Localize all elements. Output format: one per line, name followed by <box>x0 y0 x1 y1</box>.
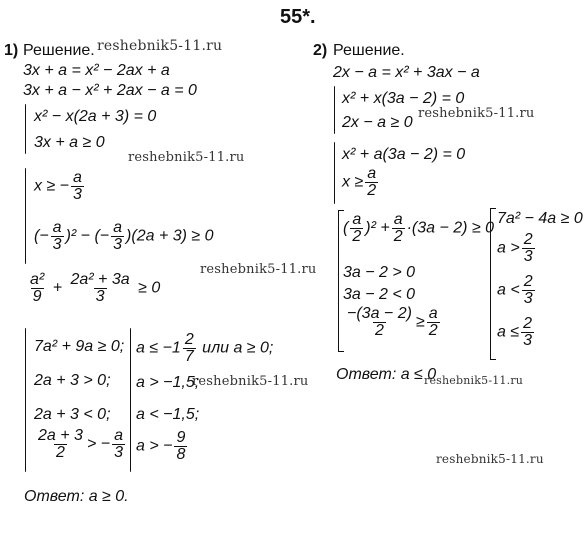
part1-heading: Решение. <box>23 42 95 59</box>
part2-sys1-eq: x² + x(3a − 2) = 0 <box>342 90 465 107</box>
denominator: 8 <box>176 446 186 463</box>
part1-s4-row2: a > −1,5; <box>136 374 200 391</box>
part2-big-row1: ( $\frac{a}{2}$ )² + $\frac{a}{2}$ ·(3a − 2) ≥ 0 <box>343 211 495 245</box>
part2-answer: Ответ: a ≤ 0 <box>336 366 437 383</box>
text: ≥ 0 <box>138 279 161 297</box>
denominator: 2 <box>428 322 438 339</box>
brace <box>130 328 131 472</box>
watermark: reshebnik5-11.ru <box>200 262 317 277</box>
numerator: 2 <box>523 273 533 290</box>
part1-sys2-row2 <box>34 220 214 253</box>
denominator: 3 <box>114 444 123 461</box>
fraction <box>36 428 85 461</box>
text: a > − <box>136 437 173 455</box>
fraction <box>183 332 196 365</box>
part1-s3-row4 <box>34 428 127 461</box>
denominator: 2 <box>367 182 377 199</box>
fraction <box>71 170 84 203</box>
part2-sys1-ineq: 2x − a ≥ 0 <box>342 114 413 131</box>
fraction <box>350 212 363 245</box>
part1-s4-row3: a < −1,5; <box>136 406 200 423</box>
numerator: 2 <box>523 231 533 248</box>
part2-res-row3 <box>497 274 537 307</box>
part1-s4-row1 <box>136 332 273 365</box>
denominator: 3 <box>95 288 105 305</box>
text: x ≥ − <box>34 177 70 195</box>
part1-sys1-ineq: 3x + a ≥ 0 <box>34 134 105 151</box>
denominator: 3 <box>523 248 533 265</box>
numerator: 2a² + 3a <box>70 271 130 288</box>
fraction <box>111 220 124 253</box>
part2-big-row4 <box>343 306 442 339</box>
fraction <box>345 306 414 339</box>
part2-label: 2) <box>313 42 328 59</box>
numerator: −(3a − 2) <box>347 305 412 322</box>
text: )(2a + 3) ≥ 0 <box>126 227 214 245</box>
text: или a ≥ 0; <box>202 339 274 357</box>
watermark: reshebnik5-11.ru <box>128 150 245 165</box>
part1-s4-row4 <box>136 430 189 463</box>
denominator: 7 <box>184 348 194 365</box>
text: > − <box>86 435 111 453</box>
numerator: a <box>352 211 362 228</box>
part1-line2: 3x + a − x² + 2ax − a = 0 <box>23 82 197 99</box>
fraction <box>522 232 535 265</box>
text: )² − (− <box>65 227 110 245</box>
part2-sys2-eq: x² + a(3a − 2) = 0 <box>342 146 466 163</box>
text: ≥ <box>415 313 425 331</box>
plus-sign: + <box>380 219 390 237</box>
part1-s3-row2: 2a + 3 > 0; <box>34 372 111 389</box>
part2-big-row3: 3a − 2 < 0 <box>343 286 416 303</box>
part2-big-row2: 3a − 2 > 0 <box>343 264 416 281</box>
brace <box>334 86 335 134</box>
numerator: 9 <box>176 429 186 446</box>
brace <box>25 104 26 154</box>
fraction <box>522 274 535 307</box>
brace <box>334 142 335 204</box>
denominator: 9 <box>32 288 42 305</box>
fraction <box>51 220 64 253</box>
denominator: 2 <box>393 228 403 245</box>
fraction <box>174 430 187 463</box>
part1-line1: 3x + a = x² − 2ax + a <box>23 62 170 79</box>
part2-line1: 2x − a = x² + 3ax − a <box>333 64 480 81</box>
denominator: 3 <box>523 290 533 307</box>
denominator: 3 <box>73 186 82 203</box>
text: (− <box>34 227 49 245</box>
denominator: 3 <box>523 332 533 349</box>
watermark: reshebnik5-11.ru <box>436 452 544 466</box>
fraction <box>28 272 46 305</box>
part2-res-row4 <box>497 316 536 349</box>
watermark: reshebnik5-11.ru <box>97 38 223 54</box>
numerator: a <box>428 305 438 322</box>
text: a > <box>497 239 520 257</box>
fraction <box>392 212 405 245</box>
numerator: a <box>393 211 403 228</box>
part1-answer: Ответ: a ≥ 0. <box>24 488 129 505</box>
denominator: 2 <box>56 444 65 461</box>
part2-heading: Решение. <box>333 42 405 59</box>
fraction <box>365 166 378 199</box>
part1-s3-row3: 2a + 3 < 0; <box>34 406 111 423</box>
numerator: a² <box>30 271 45 288</box>
bracket <box>490 208 496 360</box>
numerator: 2 <box>184 331 194 348</box>
problem-number: 55*. <box>280 6 316 28</box>
part2-res-row1: 7a² − 4a ≥ 0 <box>497 210 583 227</box>
denominator: 3 <box>113 236 123 253</box>
part1-sys1-eq: x² − x(2a + 3) = 0 <box>34 108 157 125</box>
part2-res-row2 <box>497 232 537 265</box>
part1-fraction-inequality <box>26 272 160 305</box>
watermark: reshebnik5-11.ru <box>424 374 524 387</box>
numerator: a <box>367 165 377 182</box>
numerator: 2a + 3 <box>38 427 83 444</box>
part1-sys2-row1 <box>34 170 86 203</box>
numerator: a <box>113 219 123 236</box>
text: a < <box>497 281 520 299</box>
part1-s3-row1: 7a² + 9a ≥ 0; <box>34 338 125 355</box>
numerator: a <box>114 427 123 444</box>
denominator: 3 <box>52 236 62 253</box>
denominator: 2 <box>352 228 362 245</box>
part1-label: 1) <box>4 42 19 59</box>
fraction <box>521 316 534 349</box>
fraction <box>112 428 125 461</box>
brace <box>25 328 26 472</box>
numerator: a <box>73 169 82 186</box>
denominator: 2 <box>375 322 384 339</box>
numerator: 2 <box>523 315 533 332</box>
text: a ≤ −1 <box>136 339 181 357</box>
fraction <box>427 306 440 339</box>
brace <box>25 168 26 264</box>
fraction <box>68 272 131 305</box>
numerator: a <box>52 219 62 236</box>
watermark: reshebnik5-11.ru <box>418 106 535 121</box>
part2-sys2-ineq <box>342 166 380 199</box>
text: ·(3a − 2) ≥ 0 <box>406 219 495 237</box>
text: a ≤ <box>497 323 520 341</box>
plus-sign: + <box>52 279 63 297</box>
watermark: reshebnik5-11.ru <box>192 374 309 389</box>
text: x ≥ <box>342 173 364 191</box>
